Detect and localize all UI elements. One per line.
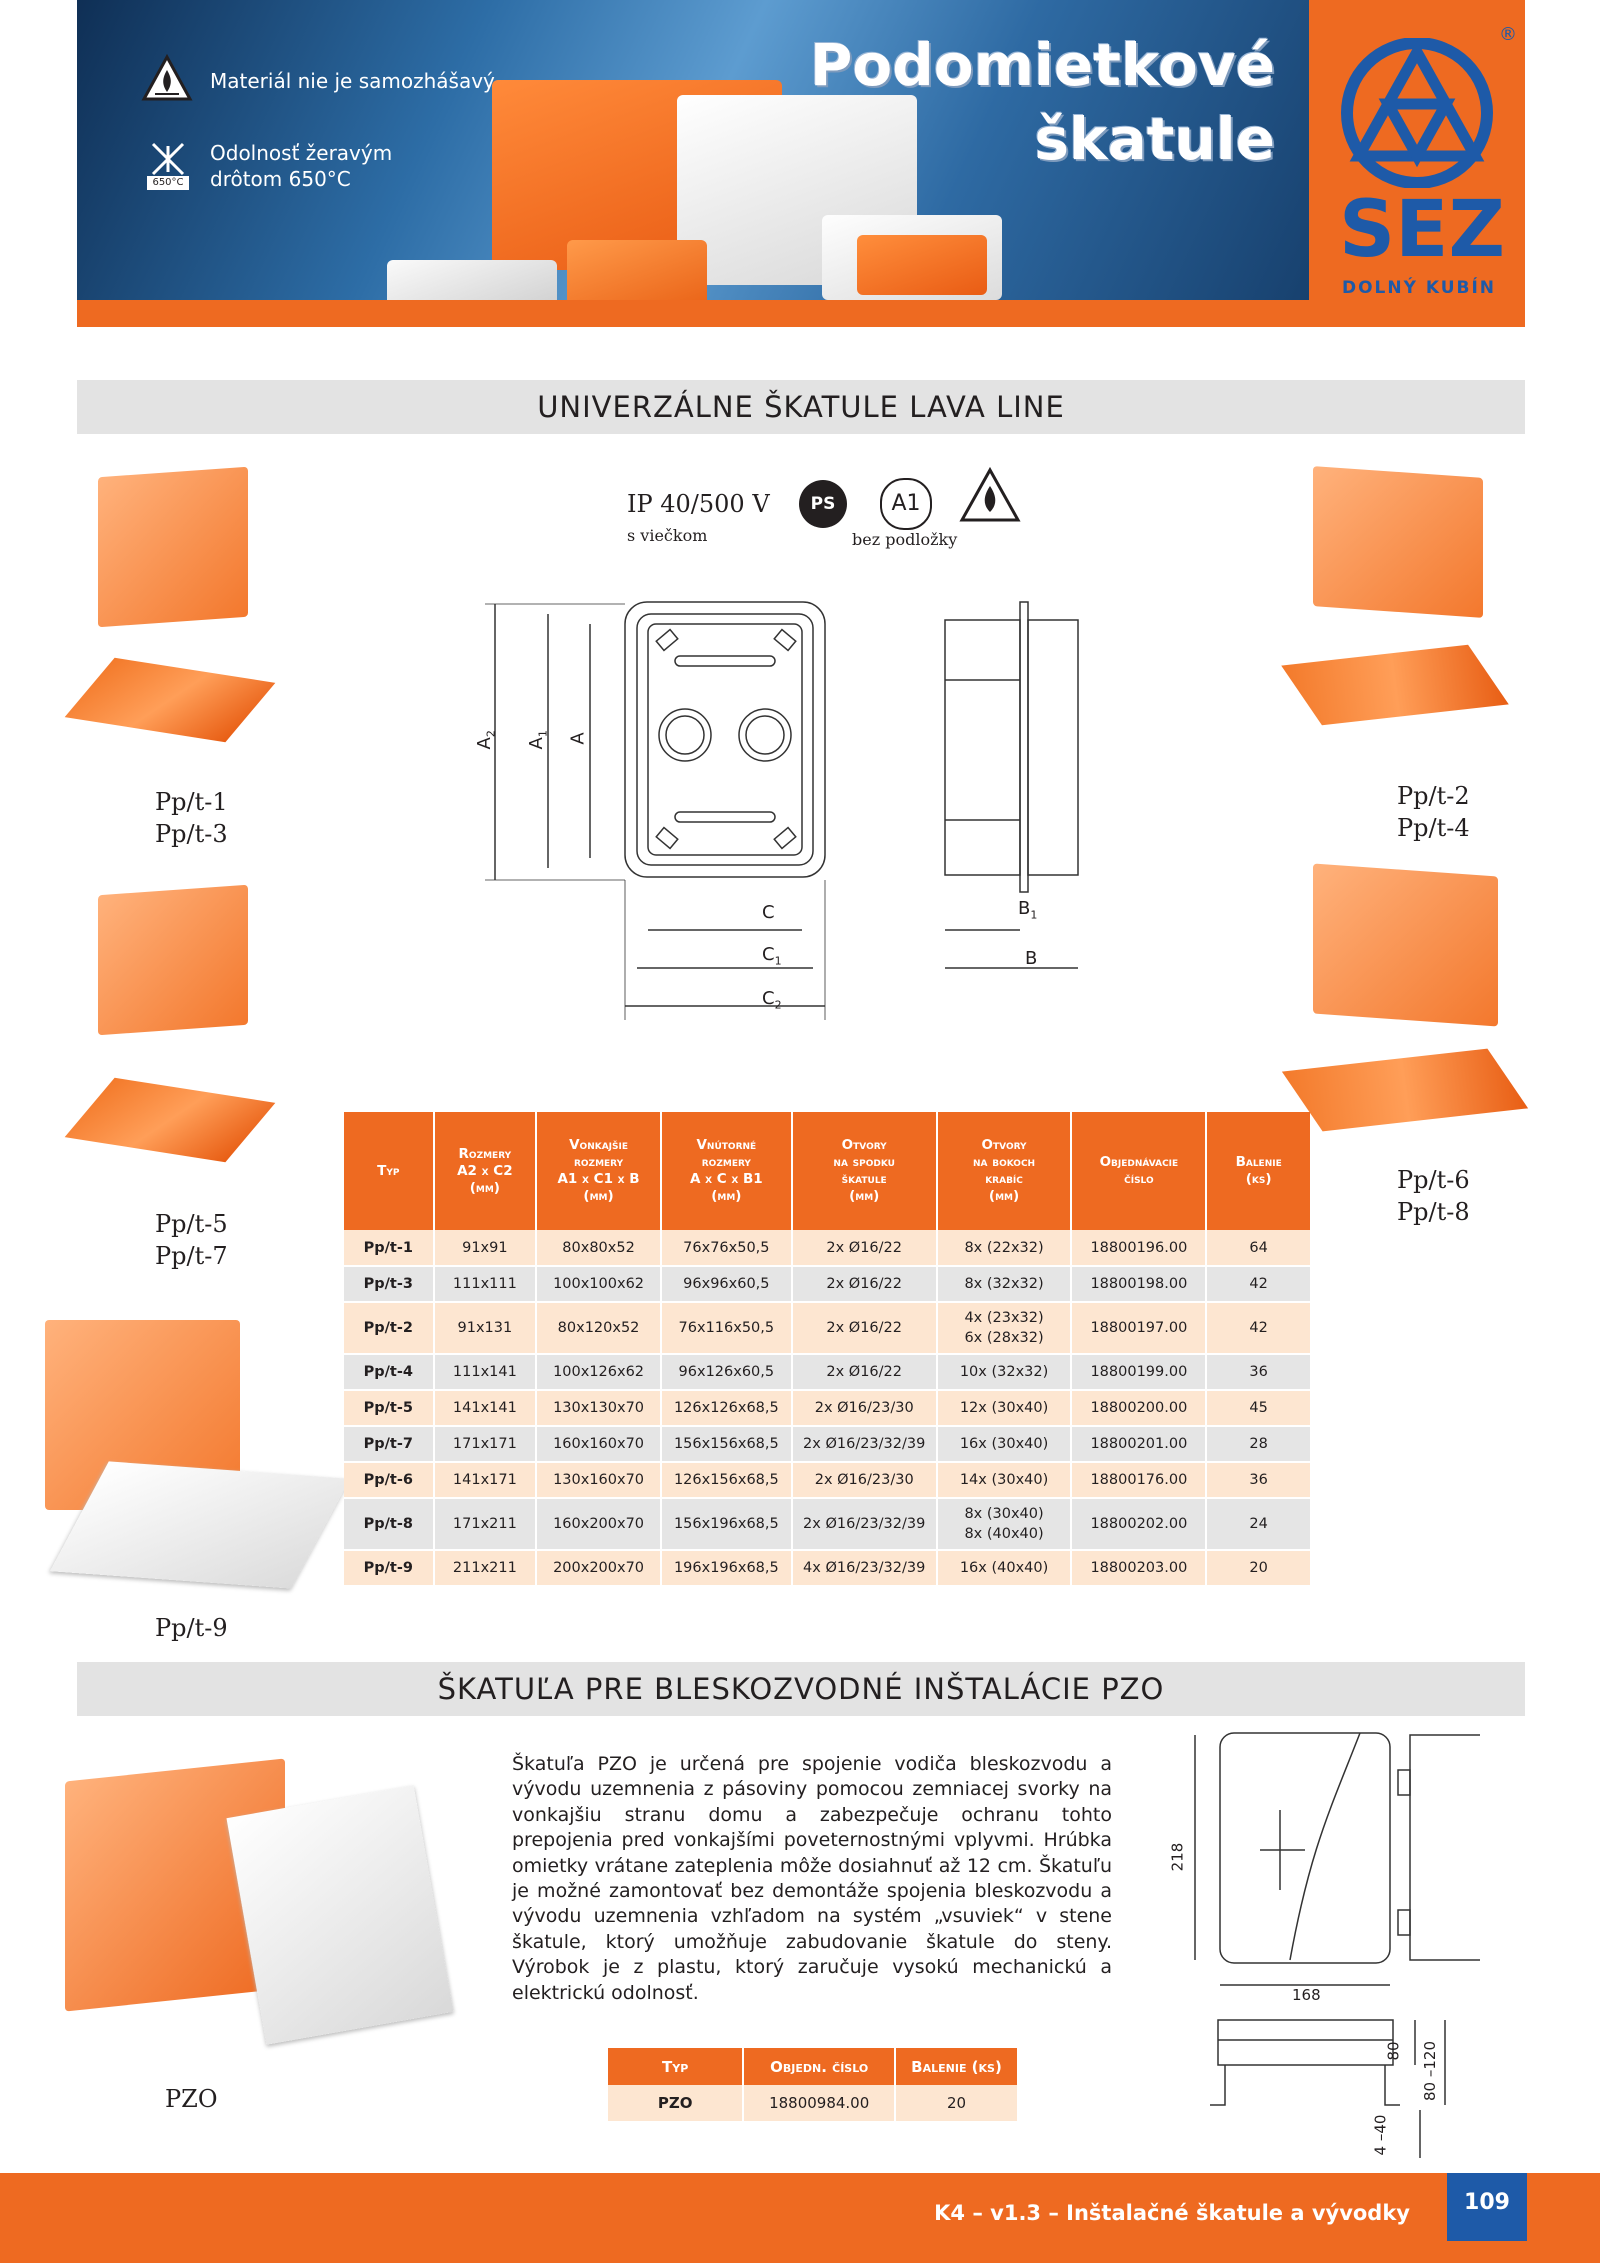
cell-boky <box>937 1302 1072 1354</box>
logo-subtitle: DOLNÝ KUBÍN <box>1341 278 1497 298</box>
photo-pp-t-9 <box>45 1320 325 1620</box>
pzo-cell-cislo: 18800984.00 <box>743 2085 895 2121</box>
th-objednavacie <box>1071 1112 1206 1230</box>
cell-boky-line: 16x (30x40) <box>959 1436 1049 1452</box>
ip-rating: IP 40/500 V <box>627 490 770 518</box>
cell-typ: Pp/t-4 <box>344 1354 434 1390</box>
cell-boky <box>937 1498 1072 1550</box>
cell-spodok: 2x Ø16/22 <box>792 1354 937 1390</box>
cell-vonk: 80x80x52 <box>536 1230 661 1266</box>
th-boky-l2: na bokoch <box>973 1154 1036 1170</box>
ip-rating-sub: s viečkom <box>627 526 708 545</box>
cell-spodok: 2x Ø16/23/30 <box>792 1462 937 1498</box>
th-bal-l2: (ks) <box>1245 1171 1272 1187</box>
cell-balenie: 36 <box>1206 1462 1310 1498</box>
title-line1: Podomietkové <box>809 31 1275 99</box>
cell-boky <box>937 1230 1072 1266</box>
badge-subtitle: bez podložky <box>852 530 958 549</box>
table-row <box>344 1266 1310 1302</box>
cell-balenie: 64 <box>1206 1230 1310 1266</box>
photo-pp-t-1-lid <box>70 640 280 760</box>
logo-panel <box>1309 0 1525 300</box>
table-header-row <box>344 1112 1310 1230</box>
cell-vonk: 160x160x70 <box>536 1426 661 1462</box>
dim-b1-label: B <box>1018 898 1031 919</box>
cell-cislo: 18800203.00 <box>1071 1550 1206 1586</box>
cell-boky <box>937 1426 1072 1462</box>
label-pp-t-9: Pp/t-9 <box>155 1614 228 1642</box>
cell-vonk: 80x120x52 <box>536 1302 661 1354</box>
dim-a1-label: A <box>525 737 547 750</box>
cell-rozmery: 91x131 <box>434 1302 537 1354</box>
th-typ-label: Typ <box>377 1162 400 1179</box>
th-vnut-l4: (mm) <box>711 1188 742 1204</box>
th-spod-l2: na spodku <box>833 1154 895 1170</box>
cell-typ: Pp/t-2 <box>344 1302 434 1354</box>
pzo-th-typ: Typ <box>608 2048 743 2085</box>
th-vnut-l2: rozmery <box>701 1154 751 1170</box>
cell-vnut: 126x126x68,5 <box>661 1390 792 1426</box>
label-pp-t-3: Pp/t-3 <box>155 820 228 848</box>
table-row <box>344 1302 1310 1354</box>
th-obj-l1: Objednávacie <box>1099 1154 1179 1170</box>
cell-boky-line: 4x (23x32) <box>964 1310 1044 1326</box>
cell-boky <box>937 1550 1072 1586</box>
dim-c: C <box>762 902 775 923</box>
cell-boky-line: 14x (30x40) <box>959 1472 1049 1488</box>
cell-typ: Pp/t-6 <box>344 1462 434 1498</box>
label-pp-t-4: Pp/t-4 <box>1397 814 1470 842</box>
cell-rozmery: 171x211 <box>434 1498 537 1550</box>
cell-cislo: 18800196.00 <box>1071 1230 1206 1266</box>
cell-vonk: 100x100x62 <box>536 1266 661 1302</box>
th-boky-l3: krabíc <box>985 1171 1023 1187</box>
cell-vonk: 200x200x70 <box>536 1550 661 1586</box>
cell-rozmery: 111x111 <box>434 1266 537 1302</box>
cell-boky-line: 8x (40x40) <box>964 1526 1044 1542</box>
th-vonk-l2: rozmery <box>573 1154 624 1170</box>
photo-pp-t-2 <box>1305 462 1490 622</box>
th-rozmery-l3: (mm) <box>469 1179 500 1196</box>
pzo-cell-typ: PZO <box>608 2085 743 2121</box>
cell-spodok: 2x Ø16/23/30 <box>792 1390 937 1426</box>
th-rozmery <box>434 1112 537 1230</box>
th-vnut-l3: A x C x B1 <box>689 1171 763 1187</box>
flame-warning-icon <box>141 54 193 102</box>
cell-vnut: 76x76x50,5 <box>661 1230 792 1266</box>
cell-balenie: 42 <box>1206 1302 1310 1354</box>
pzo-dim-168: 168 <box>1292 1986 1321 2004</box>
cell-rozmery: 211x211 <box>434 1550 537 1586</box>
cell-spodok: 2x Ø16/22 <box>792 1230 937 1266</box>
cell-vonk: 160x200x70 <box>536 1498 661 1550</box>
th-boky-l1: Otvory <box>981 1137 1027 1153</box>
cell-cislo: 18800176.00 <box>1071 1462 1206 1498</box>
th-rozmery-l1: Rozmery <box>458 1145 512 1162</box>
table-row <box>344 1426 1310 1462</box>
cell-vnut: 76x116x50,5 <box>661 1302 792 1354</box>
table-row <box>608 2085 1017 2121</box>
cell-balenie: 20 <box>1206 1550 1310 1586</box>
dim-a: A <box>567 732 589 745</box>
table-row <box>344 1550 1310 1586</box>
table-row <box>344 1498 1310 1550</box>
warning-glow-wire-line2: drôtom 650°C <box>210 167 351 191</box>
registered-mark: ® <box>1499 24 1517 45</box>
pzo-dim-218: 218 <box>1168 1842 1187 1872</box>
products-table <box>344 1112 1310 1587</box>
page-title <box>810 28 1275 176</box>
cell-vnut: 196x196x68,5 <box>661 1550 792 1586</box>
cell-boky-line: 8x (32x32) <box>964 1276 1044 1292</box>
dim-a1 <box>526 730 550 749</box>
cell-cislo: 18800199.00 <box>1071 1354 1206 1390</box>
cell-vonk: 130x130x70 <box>536 1390 661 1426</box>
cell-spodok: 4x Ø16/23/32/39 <box>792 1550 937 1586</box>
cell-boky-line: 12x (30x40) <box>959 1400 1049 1416</box>
cell-rozmery: 111x141 <box>434 1354 537 1390</box>
cell-typ: Pp/t-7 <box>344 1426 434 1462</box>
logo-text: SEZ <box>1339 185 1506 275</box>
dim-a1-sub: 1 <box>536 730 550 738</box>
cell-cislo: 18800197.00 <box>1071 1302 1206 1354</box>
th-spod-l4: (mm) <box>849 1188 880 1204</box>
pzo-cell-balenie: 20 <box>895 2085 1017 2121</box>
cell-boky-line: 8x (22x32) <box>964 1239 1044 1256</box>
cell-typ: Pp/t-1 <box>344 1230 434 1266</box>
pzo-dim-4-40: 4 –40 <box>1371 2114 1390 2156</box>
cell-rozmery: 91x91 <box>434 1230 537 1266</box>
cell-balenie: 24 <box>1206 1498 1310 1550</box>
cell-vnut: 96x96x60,5 <box>661 1266 792 1302</box>
photo-box-orange-small <box>857 235 987 295</box>
dim-c2 <box>762 988 782 1012</box>
th-vnut-l1: Vnútorné <box>696 1137 757 1153</box>
cell-boky <box>937 1266 1072 1302</box>
label-pp-t-7: Pp/t-7 <box>155 1242 228 1270</box>
cell-boky <box>937 1354 1072 1390</box>
pzo-table <box>608 2048 1017 2121</box>
cell-boky-line: 16x (40x40) <box>959 1560 1049 1576</box>
th-otvory-spodok <box>792 1112 937 1230</box>
th-boky-l4: (mm) <box>988 1188 1020 1204</box>
label-pp-t-1: Pp/t-1 <box>155 788 228 816</box>
photo-pp-t-1 <box>90 462 250 632</box>
cell-rozmery: 141x171 <box>434 1462 537 1498</box>
title-line2: škatule <box>1034 105 1275 173</box>
dim-b1-sub: 1 <box>1030 908 1038 922</box>
label-pp-t-6: Pp/t-6 <box>1397 1166 1470 1194</box>
header-banner <box>77 0 1525 327</box>
section-title-lava-line: UNIVERZÁLNE ŠKATULE LAVA LINE <box>77 380 1525 434</box>
cell-cislo: 18800201.00 <box>1071 1426 1206 1462</box>
cell-spodok: 2x Ø16/23/32/39 <box>792 1498 937 1550</box>
label-pp-t-2: Pp/t-2 <box>1397 782 1470 810</box>
table-row <box>344 1390 1310 1426</box>
cell-spodok: 2x Ø16/22 <box>792 1266 937 1302</box>
cell-cislo: 18800198.00 <box>1071 1266 1206 1302</box>
th-spod-l1: Otvory <box>841 1137 887 1153</box>
th-obj-l2: číslo <box>1124 1171 1154 1187</box>
cell-typ: Pp/t-8 <box>344 1498 434 1550</box>
dim-b: B <box>1025 948 1038 969</box>
photo-pp-t-6 <box>1305 860 1505 1030</box>
ps-badge: PS <box>799 480 847 528</box>
th-vonk-l3: A1 x C1 x B <box>557 1171 640 1187</box>
table-row <box>344 1462 1310 1498</box>
photo-pp-t-5 <box>90 880 250 1040</box>
th-vonkajsie <box>536 1112 661 1230</box>
cell-boky <box>937 1462 1072 1498</box>
dim-b1 <box>1018 898 1037 922</box>
th-vonk-l1: Vonkajšie <box>569 1137 628 1153</box>
photo-pp-t-5-lid <box>70 1060 280 1180</box>
flame-class-icon <box>958 466 1022 524</box>
cell-vnut: 126x156x68,5 <box>661 1462 792 1498</box>
th-balenie <box>1206 1112 1310 1230</box>
pzo-dim-80: 80 <box>1384 2041 1403 2061</box>
cell-vonk: 130x160x70 <box>536 1462 661 1498</box>
dim-c2-label: C <box>762 988 775 1009</box>
th-rozmery-l2: A2 x C2 <box>457 1162 513 1179</box>
sez-logo-icon <box>1331 38 1503 188</box>
cell-boky <box>937 1390 1072 1426</box>
cell-boky-line: 6x (28x32) <box>964 1330 1044 1346</box>
pzo-th-balenie: Balenie (ks) <box>895 2048 1017 2085</box>
cell-typ: Pp/t-3 <box>344 1266 434 1302</box>
a1-badge: A1 <box>880 478 932 530</box>
th-spod-l3: škatule <box>841 1171 887 1187</box>
dim-a2 <box>474 730 498 749</box>
label-pp-t-5: Pp/t-5 <box>155 1210 228 1238</box>
dim-a2-label: A <box>473 737 495 750</box>
label-pzo: PZO <box>165 2085 218 2113</box>
cell-balenie: 36 <box>1206 1354 1310 1390</box>
cell-vnut: 156x196x68,5 <box>661 1498 792 1550</box>
dim-c1 <box>762 944 782 968</box>
cell-rozmery: 171x171 <box>434 1426 537 1462</box>
th-otvory-boky <box>937 1112 1072 1230</box>
pzo-dim-80-120: 80 –120 <box>1421 2041 1439 2101</box>
dim-a2-sub: 2 <box>484 730 498 738</box>
cell-cislo: 18800200.00 <box>1071 1390 1206 1426</box>
pzo-th-cislo: Objedn. číslo <box>743 2048 895 2085</box>
cell-boky-line: 8x (30x40) <box>964 1506 1044 1522</box>
cell-cislo: 18800202.00 <box>1071 1498 1206 1550</box>
th-vnutorne <box>661 1112 792 1230</box>
cell-rozmery: 141x141 <box>434 1390 537 1426</box>
cell-vonk: 100x126x62 <box>536 1354 661 1390</box>
cell-vnut: 96x126x60,5 <box>661 1354 792 1390</box>
cell-typ: Pp/t-5 <box>344 1390 434 1426</box>
banner-orange-strip <box>77 300 1525 327</box>
photo-pp-t-6-lid <box>1285 1030 1535 1150</box>
dim-c2-sub: 2 <box>774 998 782 1012</box>
th-bal-l1: Balenie <box>1235 1154 1282 1170</box>
dim-c1-sub: 1 <box>774 954 782 968</box>
footer-text: K4 – v1.3 – Inštalačné škatule a vývodky <box>934 2201 1410 2225</box>
cell-typ: Pp/t-9 <box>344 1550 434 1586</box>
cell-spodok: 2x Ø16/23/32/39 <box>792 1426 937 1462</box>
glow-wire-badge: 650°C <box>147 176 189 190</box>
pzo-description: Škatuľa PZO je určená pre spojenie vodiča bleskozvodu a vývodu uzemnenia z pásoviny pomocou zemniacej svorky na vonkajšiu stranu domu a zabezpečuje ochranu tohto prepojenia pred vonkajšími poveternostnými vplyvmi. Hrúbka omietky vrátane zateplenia môže dosiahnuť až 12 cm. Škatuľu je možné zamontovať bez demontáže spojenia bleskozvodu a vývodu uzemnenia vzhľadom na systém „vsuviek“ v stene škatule, ktorý umožňuje zabudovanie škatule do steny. Výrobok je z plastu, ktorý zaručuje vysokú mechanickú a elektrickú odolnosť. <box>512 1753 1112 2004</box>
cell-spodok: 2x Ø16/22 <box>792 1302 937 1354</box>
cell-vnut: 156x156x68,5 <box>661 1426 792 1462</box>
th-vonk-l4: (mm) <box>583 1188 614 1204</box>
dim-c1-label: C <box>762 944 775 965</box>
cell-balenie: 45 <box>1206 1390 1310 1426</box>
photo-pzo <box>45 1740 465 2030</box>
section-title-pzo: ŠKATUĽA PRE BLESKOZVODNÉ INŠTALÁCIE PZO <box>77 1662 1525 1716</box>
photo-pp-t-2-lid <box>1285 630 1515 740</box>
warning-glow-wire-line1: Odolnosť žeravým <box>210 141 393 165</box>
warning-flammable: Materiál nie je samozhášavý <box>210 69 495 93</box>
page-number: 109 <box>1464 2190 1510 2215</box>
table-row <box>344 1230 1310 1266</box>
table-row <box>344 1354 1310 1390</box>
pzo-table-header <box>608 2048 1017 2085</box>
th-typ <box>344 1112 434 1230</box>
cell-boky-line: 10x (32x32) <box>959 1364 1049 1380</box>
cell-balenie: 42 <box>1206 1266 1310 1302</box>
label-pp-t-8: Pp/t-8 <box>1397 1198 1470 1226</box>
cell-balenie: 28 <box>1206 1426 1310 1462</box>
